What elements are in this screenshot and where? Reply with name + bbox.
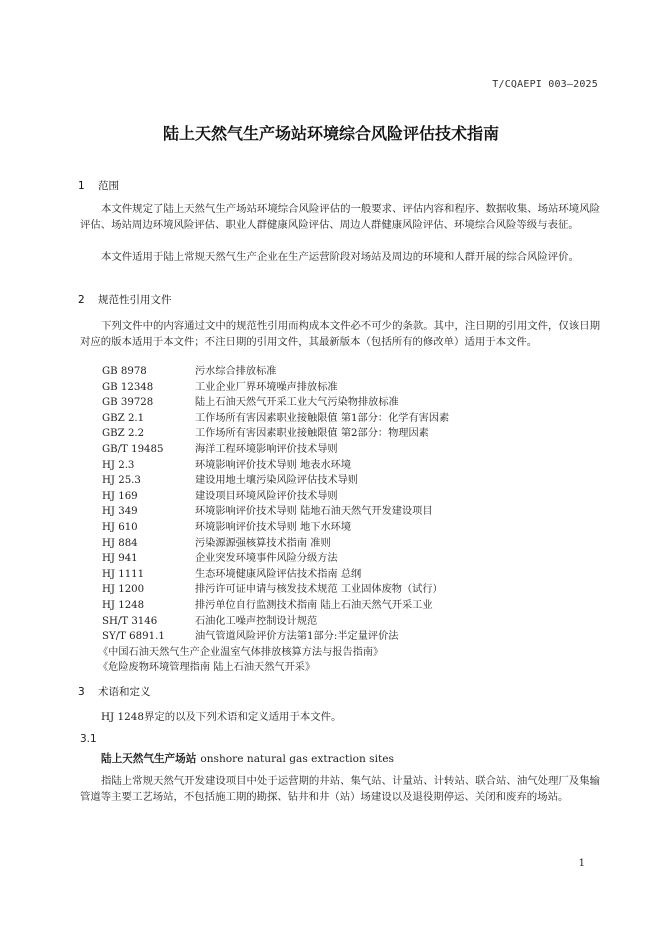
reference-title: 石油化工噪声控制设计规范 <box>195 615 318 627</box>
section-number: 3 <box>78 686 85 698</box>
reference-row <box>102 395 449 411</box>
extra-reference: 《中国石油天然气生产企业温室气体排放核算方法与报告指南》 <box>98 646 384 658</box>
reference-title: 污染源源强核算技术指南 准则 <box>195 537 331 549</box>
reference-title: 环境影响评价技术导则 陆地石油天然气开发建设项目 <box>195 506 433 518</box>
reference-title: 排污单位自行监测技术指南 陆上石油天然气开采工业 <box>195 599 433 611</box>
reference-row <box>102 473 449 489</box>
reference-row <box>102 426 449 442</box>
document-code: T/CQAEPI 003—2025 <box>492 79 598 90</box>
subsection-number: 3.1 <box>80 733 97 745</box>
normative-references-paragraph: 下列文件中的内容通过文中的规范性引用而构成本文件必不可少的条款。其中，注日期的引用文件，仅该日期对应的版本适用于本文件；不注日期的引用文件，其最新版本（包括所有的修改单）适用于本文件。 <box>80 320 600 348</box>
reference-code: HJ 884 <box>102 537 138 549</box>
term-chinese: 陆上天然气生产场站 <box>101 753 197 765</box>
section-3-heading <box>78 684 151 699</box>
reference-row <box>102 567 449 583</box>
reference-row <box>102 551 449 567</box>
reference-row <box>102 411 449 427</box>
reference-row <box>102 364 449 380</box>
reference-title: 工作场所有害因素职业接触限值 第2部分：物理因素 <box>195 428 429 440</box>
reference-code: SH/T 3146 <box>102 615 158 627</box>
reference-row <box>102 629 449 645</box>
extra-reference: 《危险废物环境管理指南 陆上石油天然气开采》 <box>98 662 316 674</box>
reference-title: 企业突发环境事件风险分级方法 <box>195 553 338 565</box>
reference-code: HJ 941 <box>102 553 138 565</box>
reference-row <box>102 520 449 536</box>
reference-code: GB/T 19485 <box>102 443 164 455</box>
reference-row <box>102 489 449 505</box>
reference-code: HJ 1248 <box>102 599 145 611</box>
reference-row <box>102 442 449 458</box>
reference-code: GBZ 2.1 <box>102 412 145 424</box>
scope-paragraph-1: 本文件规定了陆上天然气生产场站环境综合风险评估的一般要求、评估内容和程序、数据收集、场站环境风险评估、场站周边环境风险评估、职业人群健康风险评估、周边人群健康风险评估、环境综合风险等级与表征。 <box>80 203 600 231</box>
reference-row <box>102 614 449 630</box>
reference-title: 工作场所有害因素职业接触限值 第1部分：化学有害因素 <box>195 412 450 424</box>
reference-title: 建设用地土壤污染风险评估技术导则 <box>195 475 358 487</box>
reference-code: HJ 349 <box>102 506 138 518</box>
term-entry <box>101 751 394 766</box>
reference-code: GB 12348 <box>102 381 154 393</box>
reference-row <box>102 504 449 520</box>
section-2-heading <box>78 292 172 307</box>
term-definition: 指陆上常规天然气开发建设项目中处于运营期的井站、集气站、计量站、计转站、联合站、油气处理厂及集输管道等主要工艺场站，不包括施工期的勘探、钻井和井（站）场建设以及退役期停运、关闭和废弃的场站。 <box>80 775 600 803</box>
reference-title: 环境影响评价技术导则 地表水环境 <box>195 459 352 471</box>
reference-title: 环境影响评价技术导则 地下水环境 <box>195 521 352 533</box>
reference-code: HJ 25.3 <box>102 475 141 487</box>
reference-title: 污水综合排放标准 <box>195 366 277 377</box>
reference-title: 建设项目环境风险评价技术导则 <box>195 490 338 502</box>
reference-list <box>98 364 450 676</box>
terms-paragraph: HJ 1248界定的以及下列术语和定义适用于本文件。 <box>101 711 342 723</box>
section-number: 2 <box>78 294 85 306</box>
reference-title: 排污许可证申请与核发技术规范 工业固体废物（试行） <box>195 584 443 596</box>
section-title: 范围 <box>98 180 119 192</box>
reference-title: 工业企业厂界环境噪声排放标准 <box>195 381 338 393</box>
section-number: 1 <box>78 180 85 192</box>
reference-row <box>102 582 449 598</box>
term-english: onshore natural gas extraction sites <box>200 753 394 765</box>
reference-row <box>102 536 449 552</box>
scope-paragraph-2: 本文件适用于陆上常规天然气生产企业在生产运营阶段对场站及周边的环境和人群开展的综合风险评价。 <box>101 251 579 263</box>
section-1-heading <box>78 178 119 193</box>
section-title: 规范性引用文件 <box>98 294 172 306</box>
reference-code: GB 8978 <box>102 366 147 377</box>
reference-row <box>102 380 449 396</box>
document-title: 陆上天然气生产场站环境综合风险评估技术指南 <box>162 124 499 143</box>
reference-title: 油气管道风险评价方法第1部分:半定量评价法 <box>195 631 399 643</box>
reference-code: HJ 169 <box>102 490 138 502</box>
reference-code: SY/T 6891.1 <box>102 631 165 643</box>
reference-title: 海洋工程环境影响评价技术导则 <box>195 443 338 455</box>
reference-code: GBZ 2.2 <box>102 428 145 440</box>
section-title: 术语和定义 <box>98 686 151 698</box>
reference-code: HJ 610 <box>102 521 138 533</box>
reference-code: GB 39728 <box>102 397 154 409</box>
reference-code: HJ 1200 <box>102 584 145 596</box>
reference-title: 生态环境健康风险评估技术指南 总纲 <box>195 568 362 580</box>
reference-title: 陆上石油天然气开采工业大气污染物排放标准 <box>195 397 399 409</box>
reference-code: HJ 2.3 <box>102 459 135 471</box>
reference-code: HJ 1111 <box>102 568 145 580</box>
reference-row <box>102 598 449 614</box>
page-number: 1 <box>578 858 585 869</box>
reference-row <box>102 458 449 474</box>
